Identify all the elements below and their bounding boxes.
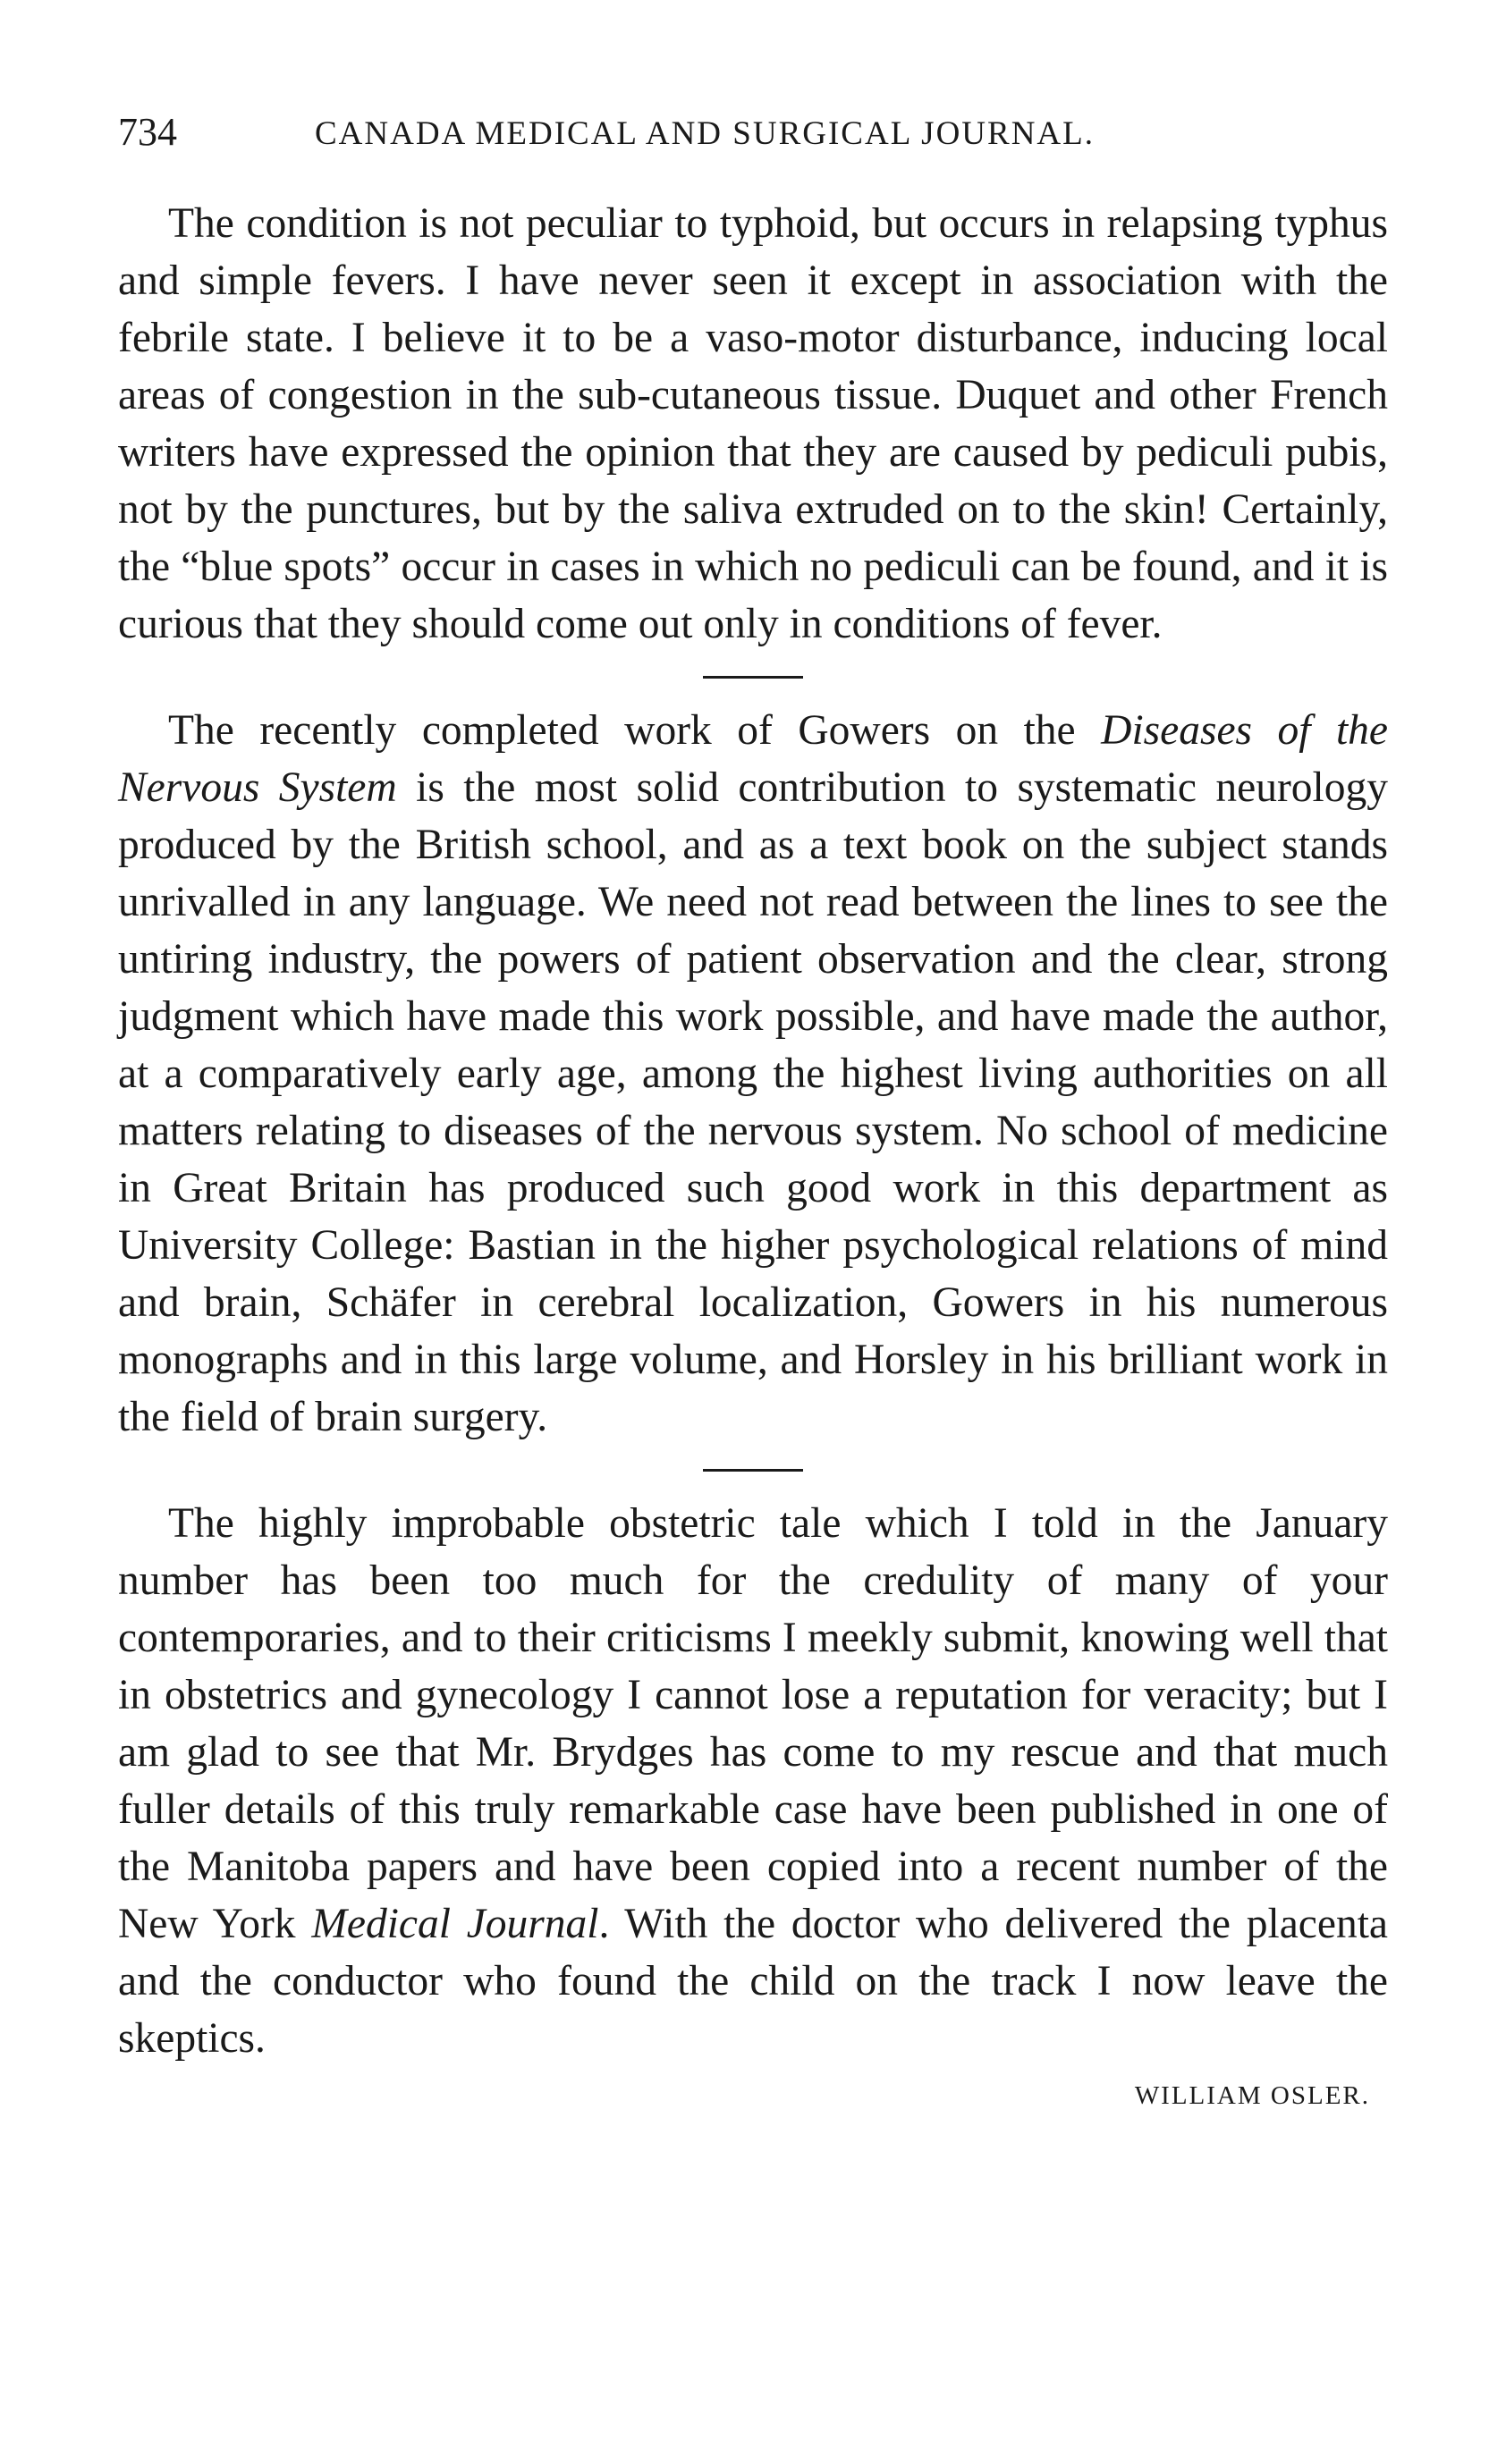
- author-signature: WILLIAM OSLER.: [1134, 2081, 1370, 2110]
- paragraph: [118, 1495, 1388, 2067]
- section-divider: [703, 1469, 803, 1472]
- journal-page: [118, 105, 1388, 2111]
- paragraph: [118, 702, 1388, 1446]
- page-number: 734: [118, 110, 177, 154]
- section-blue-spots: [118, 195, 1388, 653]
- book-title: Diseases of the Nervous System: [118, 707, 1388, 811]
- text-run: The highly improbable obstetric tale which I told in the January number has been too much for the credulity of many of your contemporaries, and to their criticisms I meekly submit, knowing well that in obstetrics and gynecology I cannot lose a reputation for veracity; but I am glad to see that Mr. Brydges has come to my rescue and that much fuller details of this truly remarkable case have been published in one of the Manitoba papers and have been copied into a recent number of the New York: [118, 1500, 1388, 1947]
- paragraph: [118, 195, 1388, 653]
- text-run: . With the doctor who delivered the placenta and the conductor who found the child on the track I now leave the skeptics.: [118, 1901, 1388, 2062]
- section-obstetric-tale: [118, 1495, 1388, 2067]
- running-title: CANADA MEDICAL AND SURGICAL JOURNAL.: [315, 115, 1095, 152]
- text-run: The recently completed work of Gowers on the: [168, 707, 1102, 754]
- journal-title: Medical Journal: [311, 1901, 599, 1947]
- text-run: The condition is not peculiar to typhoid, but occurs in relapsing typhus and simple fevers. I have never seen it except in association with the febrile state. I believe it to be a vaso-motor disturbance, inducing local areas of congestion in the sub-cutaneous tissue. Duquet and other French writers have expressed the opinion that they are caused by pediculi pubis, not by the punctures, but by the saliva extruded on to the skin! Certainly, the “blue spots” occur in cases in which no pediculi can be found, and it is curious that they should come out only in conditions of fever.: [118, 200, 1388, 647]
- text-run: is the most solid contribution to systematic neurology produced by the British school, and as a text book on the subject stands unrivalled in any language. We need not read between the lines to see the untiring industry, the powers of patient observation and the clear, strong judgment which have made this work possible, and have made the author, at a comparatively early age, among the highest living authorities on all matters relating to diseases of the nervous system. No school of medicine in Great Britain has produced such good work in this department as University College: Bastian in the higher psychological relations of mind and brain, Schäfer in cerebral localization, Gowers in his numerous monographs and in this large volume, and Horsley in his brilliant work in the field of brain surgery.: [118, 764, 1388, 1440]
- section-gowers-review: [118, 702, 1388, 1446]
- page-header: [118, 105, 1388, 159]
- section-divider: [703, 676, 803, 679]
